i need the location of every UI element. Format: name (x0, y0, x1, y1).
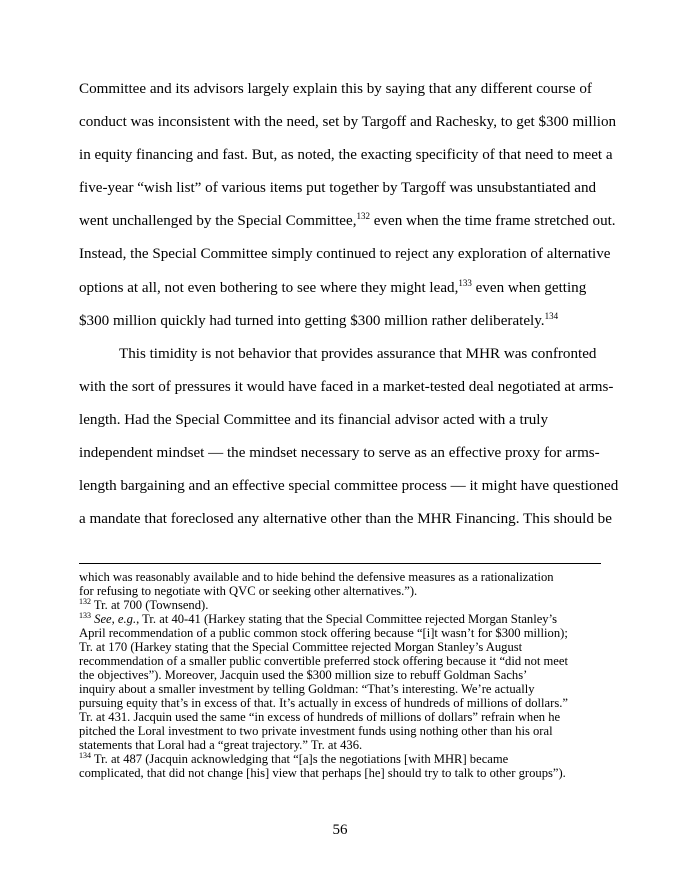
footnote-line: the objectives”). Moreover, Jacquin used the $300 million size to rebuff Goldman Sachs’ (79, 668, 528, 682)
body-line (79, 212, 616, 230)
footnote-number: 132 (79, 597, 91, 606)
footnote-text: Tr. at 700 (Townsend). (91, 598, 209, 612)
body-text: went unchallenged by the Special Committee, (79, 213, 357, 229)
page-number: 56 (332, 822, 348, 838)
footnote-134 (79, 752, 508, 766)
body-text: options at all, not even bothering to see where they might lead, (79, 280, 459, 296)
footnote-text: , Tr. at 40-41 (Harkey stating that the Special Committee rejected Morgan Stanley’s (136, 612, 557, 626)
footnote-132 (79, 598, 208, 612)
footnote-number: 134 (79, 751, 91, 760)
footnote-133 (79, 612, 557, 626)
body-line: independent mindset — the mindset necessary to serve as an effective proxy for arms- (79, 445, 600, 461)
body-text: $300 million quickly had turned into getting $300 million rather deliberately. (79, 313, 545, 329)
footnote-line: pitched the Loral investment to two private investment funds using nothing other than his oral (79, 724, 553, 738)
body-line (79, 312, 558, 330)
body-line: in equity financing and fast. But, as noted, the exacting specificity of that need to meet a (79, 147, 613, 163)
body-line: with the sort of pressures it would have faced in a market-tested deal negotiated at arms- (79, 379, 614, 395)
footnote-line: Tr. at 170 (Harkey stating that the Special Committee rejected Morgan Stanley’s August (79, 640, 523, 654)
footnote-line: Tr. at 431. Jacquin used the same “in excess of hundreds of millions of dollars” refrain when he (79, 710, 561, 724)
footnote-line: April recommendation of a public common stock offering because “[i]t wasn’t for $300 million); (79, 626, 568, 640)
footnote-ref-132[interactable]: 132 (356, 211, 370, 221)
body-text: even when getting (471, 280, 587, 296)
body-line: Instead, the Special Committee simply continued to reject any exploration of alternative (79, 246, 611, 262)
footnote-line: for refusing to negotiate with QVC or seeking other alternatives.”). (79, 584, 418, 598)
body-line: Committee and its advisors largely explain this by saying that any different course of (79, 81, 592, 97)
body-text: even when the time frame stretched out. (369, 213, 616, 229)
body-line: length bargaining and an effective special committee process — it might have questioned (79, 478, 619, 494)
body-line: conduct was inconsistent with the need, set by Targoff and Rachesky, to get $300 million (79, 114, 617, 130)
footnote-text: Tr. at 487 (Jacquin acknowledging that “[a]s the negotiations [with MHR] became (91, 752, 509, 766)
footnote-divider (79, 563, 601, 564)
footnote-line: complicated, that did not change [his] view that perhaps [he] should try to talk to other groups”). (79, 766, 566, 780)
footnote-line: recommendation of a smaller public convertible preferred stock offering because it “did not meet (79, 654, 568, 668)
footnote-line: statements that Loral had a “great trajectory.” Tr. at 436. (79, 738, 363, 752)
body-line: length. Had the Special Committee and its financial advisor acted with a truly (79, 412, 549, 428)
footnote-line: inquiry about a smaller investment by telling Goldman: “That’s interesting. We’re actually (79, 682, 535, 696)
body-line: This timidity is not behavior that provides assurance that MHR was confronted (119, 346, 597, 362)
footnote-ref-133[interactable]: 133 (458, 278, 472, 288)
footnote-number: 133 (79, 611, 91, 620)
footnote-line: which was reasonably available and to hide behind the defensive measures as a rationalization (79, 570, 554, 584)
body-line: a mandate that foreclosed any alternative other than the MHR Financing. This should be (79, 511, 612, 527)
body-line: five-year “wish list” of various items put together by Targoff was unsubstantiated and (79, 180, 597, 196)
footnote-signal: See, e.g. (91, 612, 137, 626)
body-line (79, 279, 586, 297)
footnote-line: pursuing equity that’s in excess of that. It’s actually in excess of hundreds of millions of dollars.” (79, 696, 568, 710)
footnote-ref-134[interactable]: 134 (544, 311, 559, 321)
